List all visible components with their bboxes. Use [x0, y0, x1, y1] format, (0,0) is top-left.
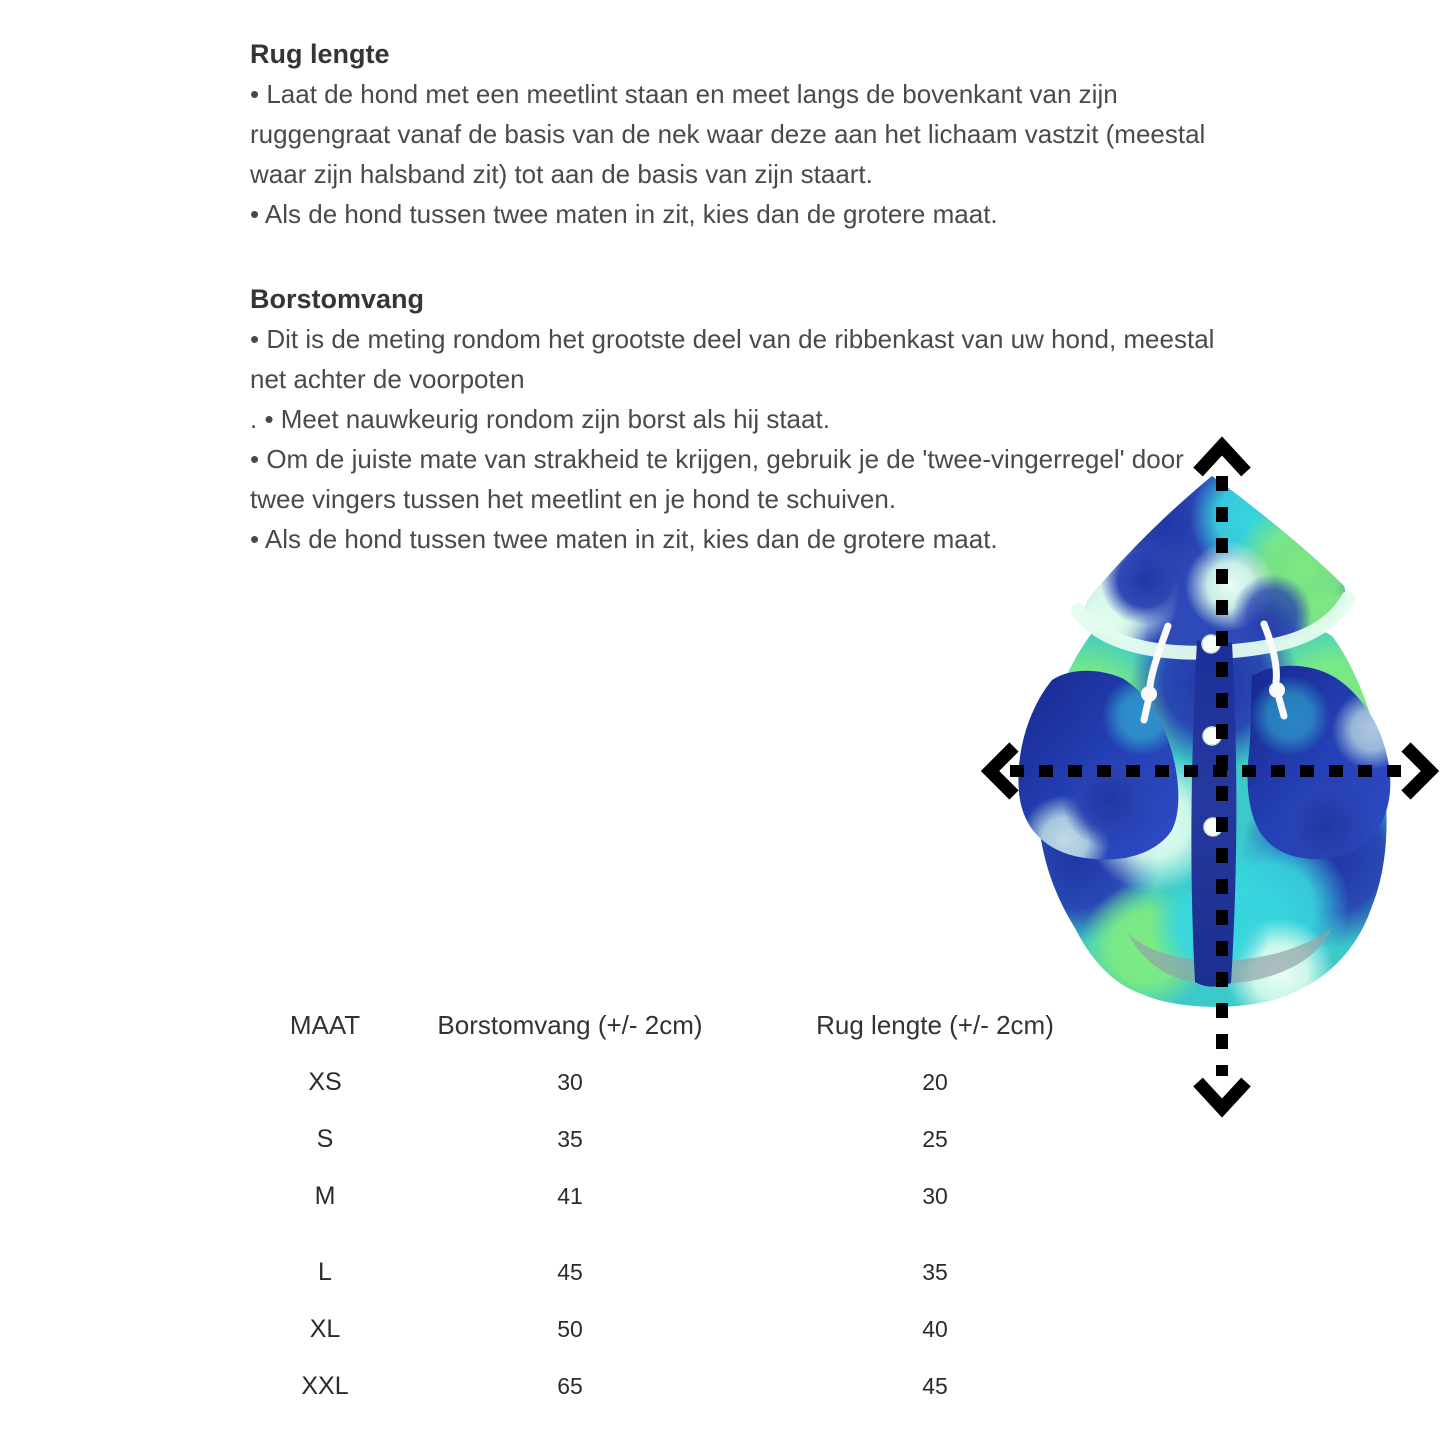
section-rug-lengte [250, 34, 1225, 234]
size-table-header [250, 996, 1130, 1054]
chest-value: 30 [557, 1069, 583, 1095]
chest-value: 35 [557, 1126, 583, 1152]
size-row-xxl [250, 1358, 1130, 1415]
back-value: 35 [922, 1259, 948, 1285]
drawstring-knot-right [1269, 682, 1285, 698]
size-label: XXL [301, 1372, 349, 1400]
back-value: 20 [922, 1069, 948, 1095]
size-label: XS [308, 1068, 342, 1096]
back-value: 45 [922, 1373, 948, 1399]
bullet-rug-lengte-1: • Laat de hond met een meetlint staan en meet langs de bovenkant van zijn ruggengraat vanaf de basis van de nek waar deze aan het lichaam vastzit (meestal waar zijn halsband zit) tot aan de basis van zijn staart. [250, 79, 1206, 189]
size-label: S [316, 1125, 334, 1153]
size-row-s [250, 1111, 1130, 1168]
bullet-borstomvang-2: . • Meet nauwkeurig rondom zijn borst als hij staat. [250, 404, 830, 434]
chest-value: 65 [557, 1373, 583, 1399]
bullet-rug-lengte-2: • Als de hond tussen twee maten in zit, kies dan de grotere maat. [250, 199, 998, 229]
col-header-maat: MAAT [289, 1009, 361, 1040]
section-heading-rug-lengte: Rug lengte [250, 39, 390, 69]
col-header-borstomvang: Borstomvang (+/- 2cm) [437, 1009, 703, 1040]
bullet-borstomvang-3: • Om de juiste mate van strakheid te krijgen, gebruik je de 'twee-vingerregel' door twee vingers tussen het meetlint en je hond te schuiven. [250, 444, 1184, 514]
drawstring-knot-left [1141, 686, 1157, 702]
size-row-m [250, 1168, 1130, 1225]
section-heading-borstomvang: Borstomvang [250, 284, 425, 314]
bullet-borstomvang-4: • Als de hond tussen twee maten in zit, kies dan de grotere maat. [250, 524, 998, 554]
size-row-xl [250, 1301, 1130, 1358]
back-value: 25 [922, 1126, 948, 1152]
bullet-borstomvang-1: • Dit is de meting rondom het grootste deel van de ribbenkast van uw hond, meestal net achter de voorpoten [250, 324, 1215, 394]
size-label: L [318, 1258, 332, 1286]
back-value: 40 [922, 1316, 948, 1342]
arrow-right-head [1406, 747, 1430, 795]
size-row-l [250, 1244, 1130, 1301]
chest-value: 41 [557, 1183, 583, 1209]
back-value: 30 [922, 1183, 948, 1209]
arrow-up-head [1198, 446, 1246, 472]
size-label: XL [309, 1315, 341, 1343]
col-header-rug-lengte: Rug lengte (+/- 2cm) [816, 1009, 1054, 1040]
chest-value: 45 [557, 1259, 583, 1285]
arrow-down-head [1198, 1082, 1246, 1108]
size-table [250, 996, 1130, 1415]
size-label: M [314, 1182, 336, 1210]
size-row-xs [250, 1054, 1130, 1111]
hoodie-placket [1191, 640, 1236, 987]
chest-value: 50 [557, 1316, 583, 1342]
